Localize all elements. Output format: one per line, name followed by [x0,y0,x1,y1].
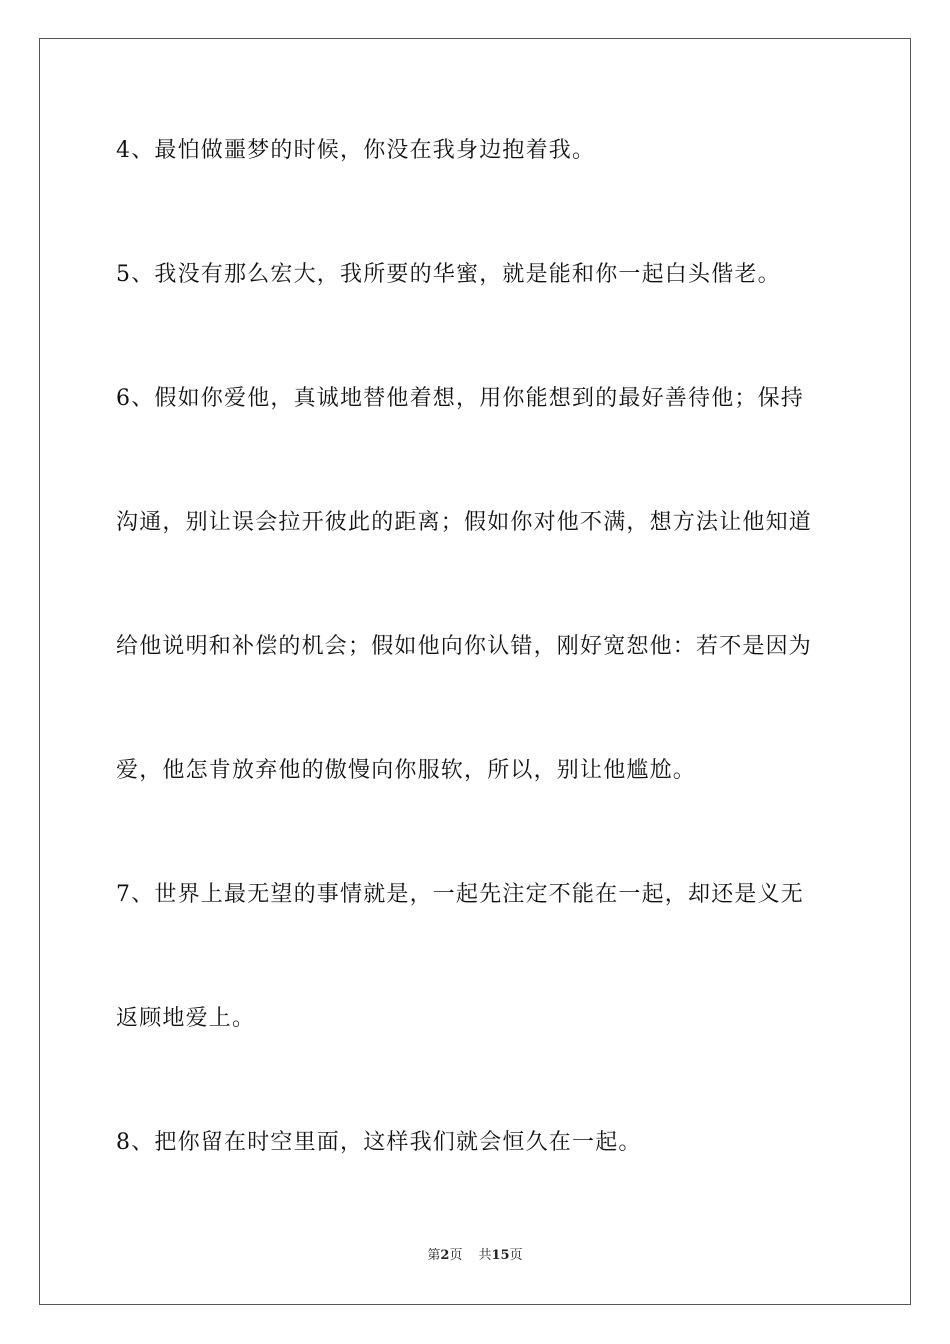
text-line: 4、最怕做噩梦的时候，你没在我身边抱着我。 [116,138,596,163]
page-prefix: 第 [427,1248,441,1263]
text-line: 8、把你留在时空里面，这样我们就会恒久在一起。 [116,1130,642,1155]
text-line: 返顾地爱上。 [116,1006,256,1031]
text-line: 给他说明和补偿的机会；假如他向你认错，刚好宽恕他：若不是因为 [116,634,813,659]
page-suffix: 页 [449,1248,463,1263]
total-prefix: 共 [478,1248,492,1263]
text-line: 沟通，别让误会拉开彼此的距离；假如你对他不满，想方法让他知道 [116,510,813,535]
text-line: 爱，他怎肯放弃他的傲慢向你服软，所以，别让他尴尬。 [116,758,697,783]
total-pages: 15 [491,1248,510,1263]
page-border [39,38,911,1305]
page-footer [0,1247,950,1265]
text-line: 5、我没有那么宏大，我所要的华蜜，就是能和你一起白头偕老。 [116,262,781,287]
text-line: 6、假如你爱他，真诚地替他着想，用你能想到的最好善待他；保持 [116,386,804,411]
text-line: 7、世界上最无望的事情就是，一起先注定不能在一起，却还是义无 [116,882,804,907]
page-number: 2 [440,1248,450,1263]
total-suffix: 页 [509,1248,523,1263]
